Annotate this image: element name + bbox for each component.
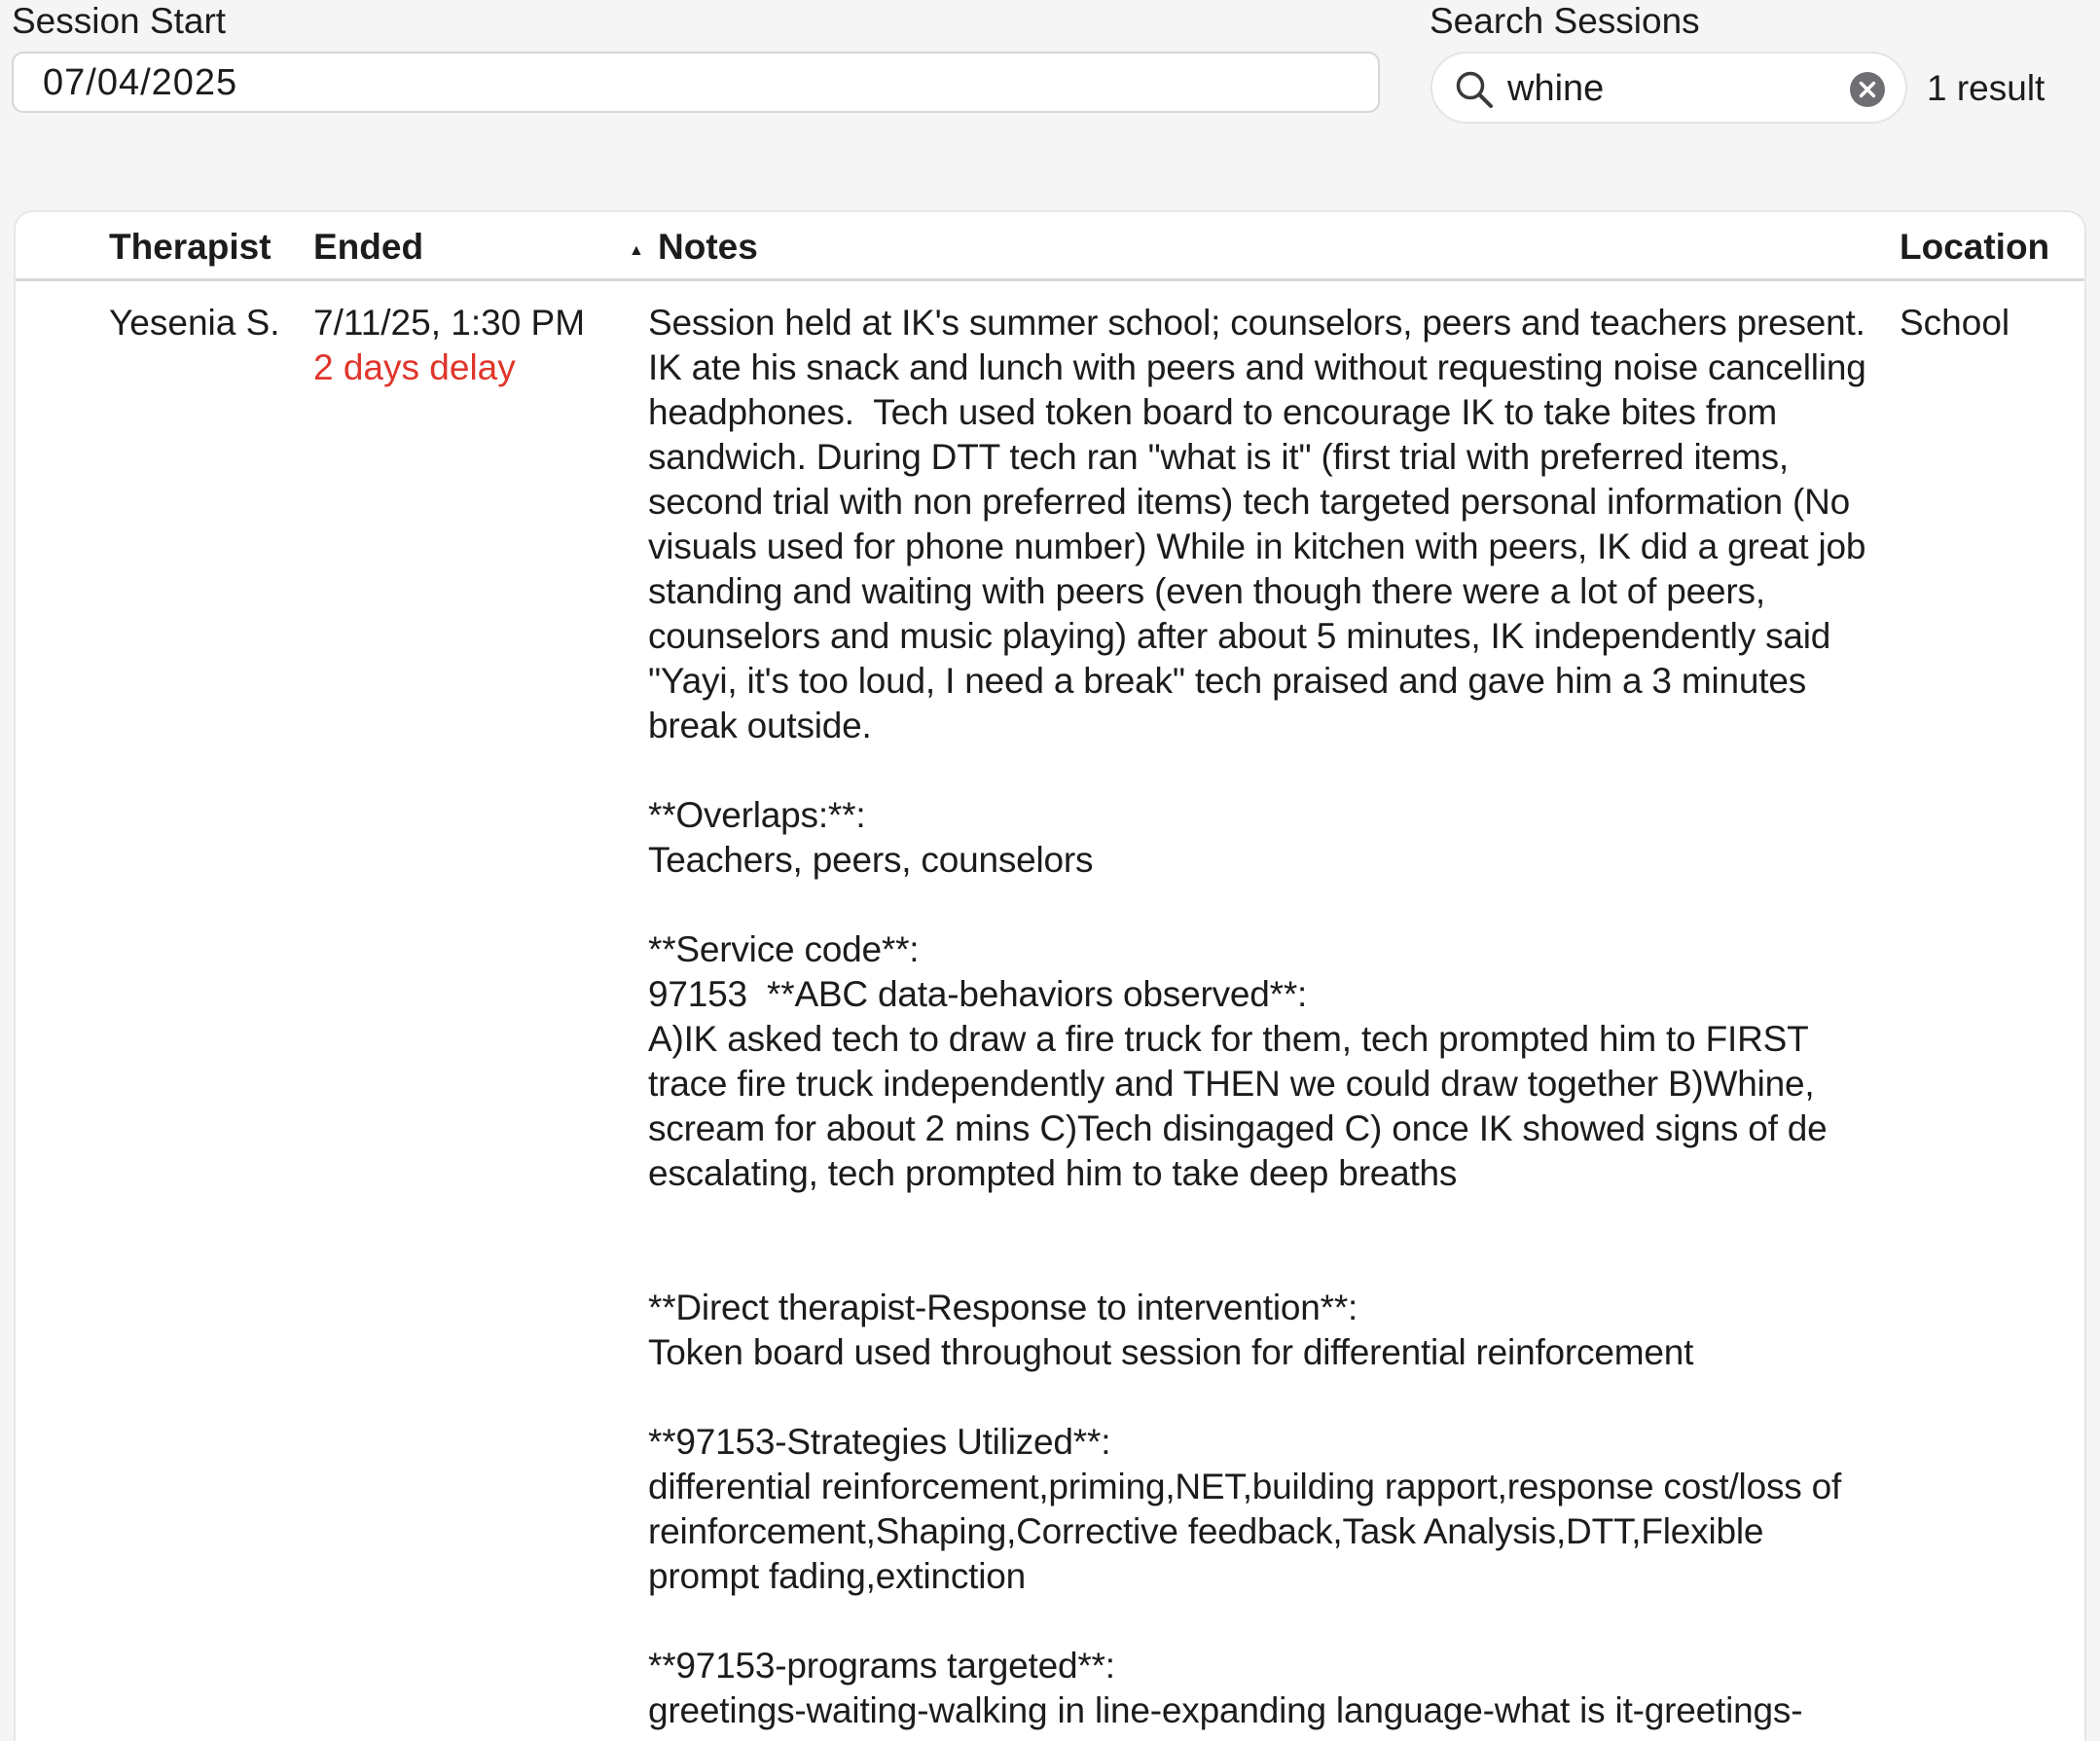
- result-count: 1 result: [1927, 68, 2046, 108]
- delay-badge: 2 days delay: [313, 347, 516, 387]
- search-sessions-label: Search Sessions: [1430, 1, 1700, 41]
- sessions-table: [14, 210, 2086, 1741]
- session-start-label: Session Start: [12, 1, 227, 41]
- therapist-cell: Yesenia S.: [109, 303, 280, 343]
- sort-ascending-icon: ▲: [629, 242, 644, 259]
- ended-cell: 7/11/25, 1:30 PM: [313, 303, 586, 343]
- column-header-notes[interactable]: Notes: [658, 227, 758, 267]
- search-icon: [1454, 69, 1495, 110]
- column-header-ended[interactable]: Ended: [313, 227, 424, 267]
- notes-cell: Session held at IK's summer school; counselors, peers and teachers present. IK ate his snack and lunch with peers and without requesting noise cancelling headphones. Tech used token board to encourage IK to take bites from sandwich. During DTT tech ran "what is it" (first trial with preferred items, second trial with non preferred items) tech targeted personal information (No visuals used for phone number) While in kitchen with peers, IK did a great job standing and waiting with peers (even though there were a lot of peers, counselors and music playing) after about 5 minutes, IK independently said "Yayi, it's too loud, I need a break" tech praised and gave him a 3 minutes break outside. **Overlaps:**: Teachers, peers, counselors **Service code**: 97153 **ABC data-behaviors observed**: A)IK asked tech to draw a fire truck for them, tech prompted him to FIRST trace fire truck independently and THEN we could draw together B)Whine, scream for about 2 mins C)Tech disingaged C) once IK showed signs of de escalating, tech prompted him to take deep breaths **Direct therapist-Response to intervention**: Token board used throughout session for differential reinforcement **97153-Strategies Utilized**: differential reinforcement,priming,NET,building rapport,response cost/loss of reinforcement,Shaping,Corrective feedback,Task Analysis,DTT,Flexible prompt fading,extinction **97153-programs targeted**: greetings-waiting-walking in line-expanding language-what is it-greetings-: [648, 303, 1866, 1730]
- session-start-input[interactable]: 07/04/2025: [12, 52, 1380, 113]
- column-header-location[interactable]: Location: [1900, 227, 2050, 267]
- location-cell: School: [1900, 303, 2010, 343]
- column-header-therapist[interactable]: Therapist: [109, 227, 272, 267]
- table-header: [16, 212, 2084, 281]
- table-row[interactable]: [16, 281, 2084, 1741]
- search-input[interactable]: [1430, 52, 1907, 124]
- clear-icon[interactable]: [1849, 71, 1886, 108]
- search-value: whine: [1507, 68, 1605, 109]
